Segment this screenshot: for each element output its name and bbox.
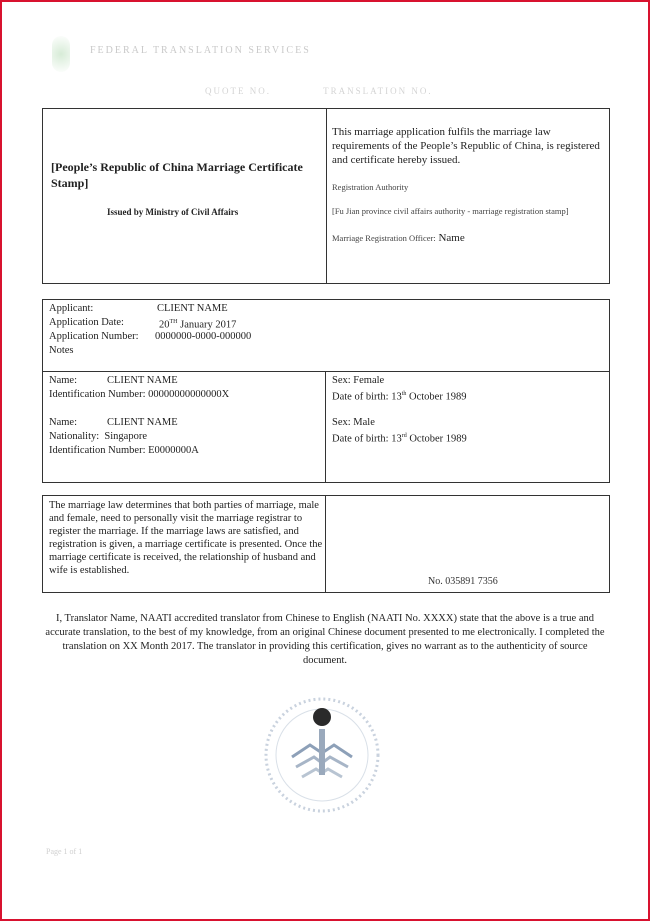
letterhead-title: FEDERAL TRANSLATION SERVICES — [90, 45, 311, 56]
application-number-label: Application Number: — [49, 331, 139, 342]
party1-id: Identification Number: 00000000000000X — [49, 389, 230, 400]
registration-authority-label: Registration Authority — [332, 182, 409, 192]
column-divider — [325, 372, 326, 482]
stamp-title: [People’s Republic of China Marriage Certificate Stamp] — [51, 160, 303, 190]
letterhead-reference-line — [205, 86, 481, 96]
applicant-value: CLIENT NAME — [157, 303, 228, 314]
party2-sex: Sex: Male — [332, 417, 375, 428]
party1-name-value: CLIENT NAME — [107, 375, 178, 386]
registration-authority-value: [Fu Jian province civil affairs authority - marriage registration stamp] — [332, 206, 569, 216]
translator-certification: I, Translator Name, NAATI accredited translator from Chinese to English (NAATI No. XXXX) state that the above is a true and accurate translation, to the best of my knowledge, from an original Chinese document presented to me electronically. I completed the translation on XX Month 2017. The translator in providing this certification, gives no warrant as to the authenticity of source document. — [45, 613, 605, 666]
translation-number-label: TRANSLATION NO. — [323, 86, 433, 96]
application-section — [43, 300, 609, 372]
stamp-cell — [43, 109, 327, 283]
translator-seal-icon — [262, 695, 382, 815]
application-date-value: 20TH January 2017 — [159, 319, 237, 331]
marriage-law-box — [42, 495, 610, 593]
party2-name-label: Name: — [49, 417, 77, 428]
registration-officer — [332, 231, 602, 245]
application-number-value: 0000000-0000-000000 — [155, 331, 252, 342]
marriage-law-text: The marriage law determines that both parties of marriage, male and female, need to personally visit the marriage registrar to register the marriage. If the marriage laws are satisfied, and registration is given, a marriage certificate is presented. Once the marriage certificate is received, the relationship of husband and wife is established. — [49, 500, 323, 576]
logo-mark-icon — [52, 36, 70, 72]
page-footer: Page 1 of 1 — [46, 847, 83, 856]
quote-number-label: QUOTE NO. — [205, 86, 271, 96]
certificate-serial-number: No. 035891 7356 — [428, 576, 498, 587]
party1-sex: Sex: Female — [332, 375, 385, 386]
applicant-label: Applicant: — [49, 303, 94, 314]
column-divider — [325, 496, 326, 592]
party2-nationality: Nationality: Singapore — [49, 431, 147, 442]
application-date-label: Application Date: — [49, 317, 124, 328]
party2-name-value: CLIENT NAME — [107, 417, 178, 428]
party2-dob: Date of birth: 13rd October 1989 — [332, 433, 467, 445]
party1-name-label: Name: — [49, 375, 77, 386]
stamp-issuer: Issued by Ministry of Civil Affairs — [107, 207, 239, 217]
party1-dob: Date of birth: 13th October 1989 — [332, 391, 467, 403]
certificate-stamp-box — [42, 108, 610, 284]
notes-label: Notes — [49, 345, 74, 356]
registration-cell — [332, 125, 602, 245]
application-details-box — [42, 299, 610, 483]
registration-statement: This marriage application fulfils the marriage law requirements of the People’s Republic of China, is registered and certificate hereby issued. — [332, 126, 600, 166]
officer-name: Name — [438, 232, 465, 244]
officer-label: Marriage Registration Officer: — [332, 233, 436, 243]
party2-id: Identification Number: E0000000A — [49, 445, 199, 456]
